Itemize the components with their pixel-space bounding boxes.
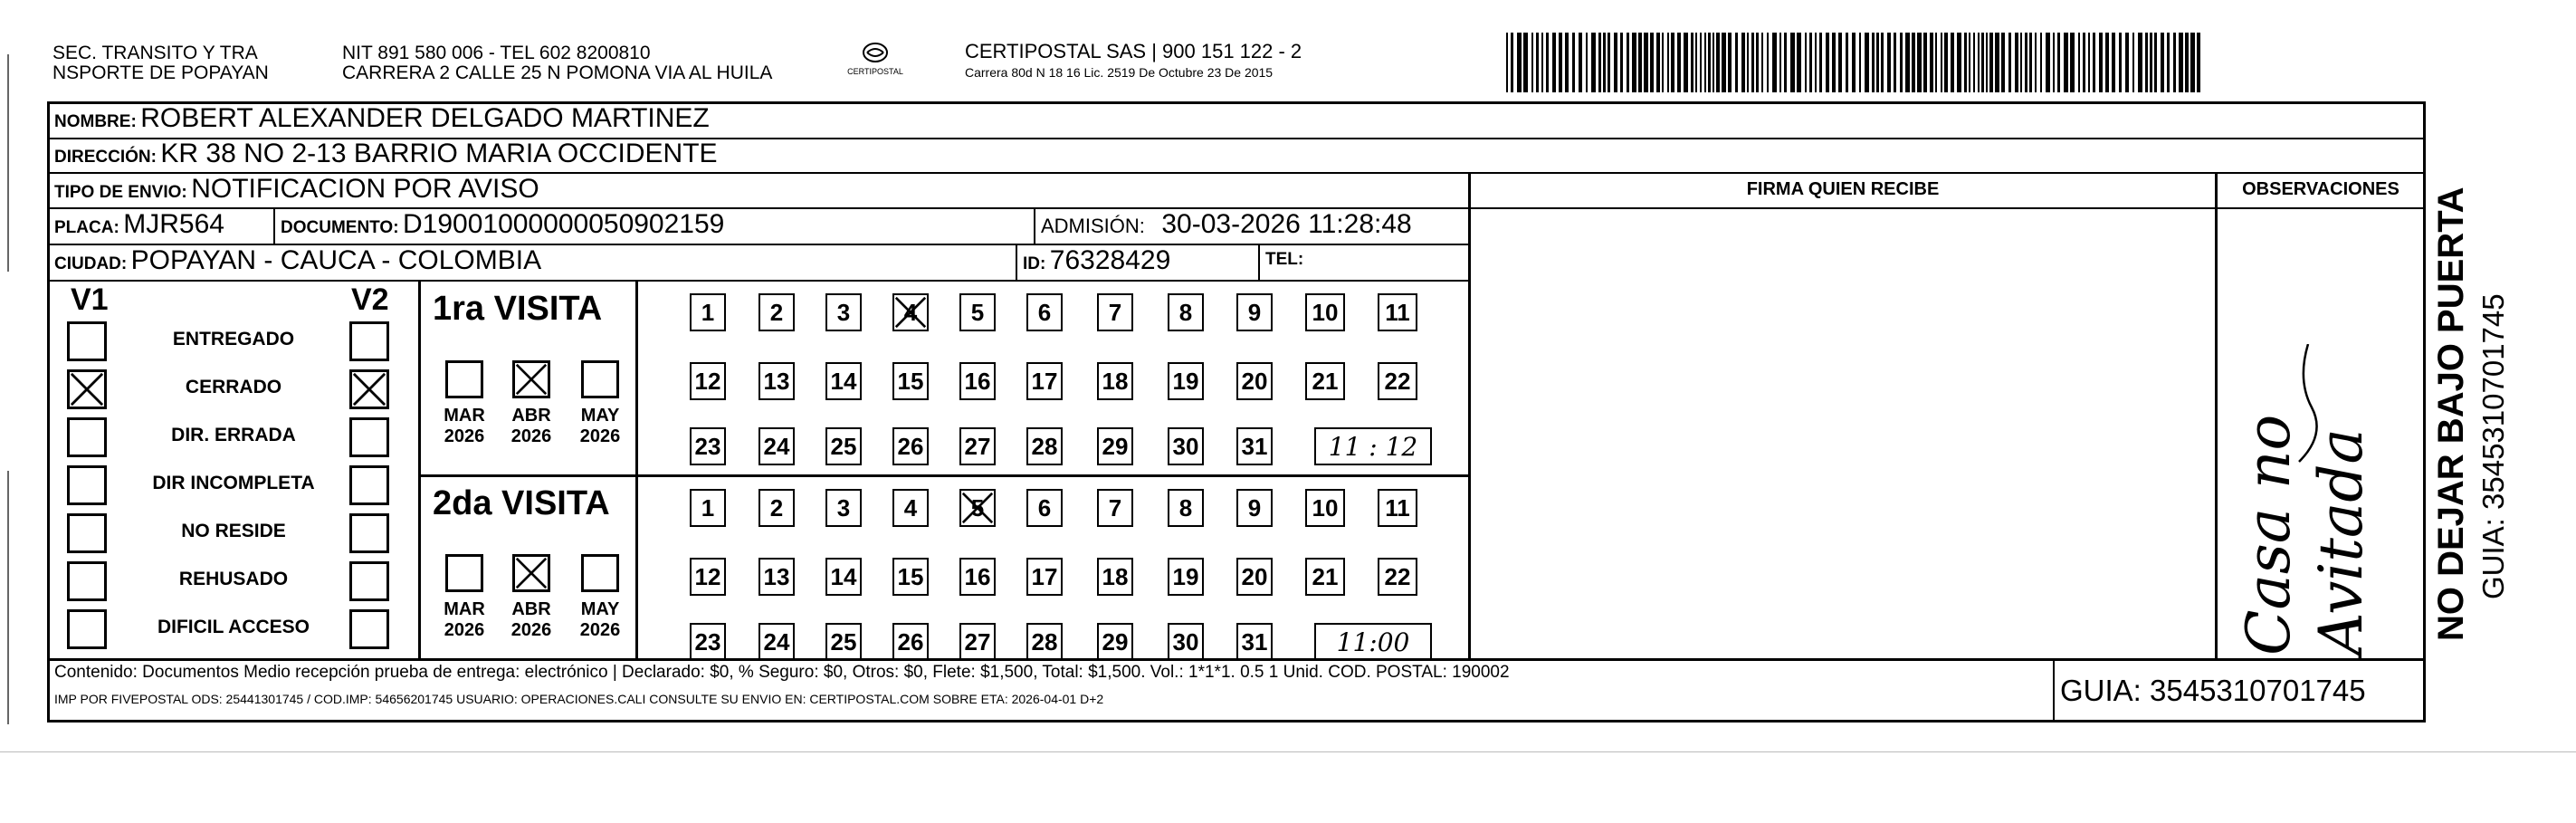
observacion-handwritten-2: Avitada <box>2306 428 2376 656</box>
day-box[interactable]: 17 <box>1026 558 1063 596</box>
month-checkbox[interactable] <box>445 554 483 592</box>
day-box[interactable]: 29 <box>1097 427 1133 465</box>
day-box[interactable]: 24 <box>758 427 795 465</box>
day-box[interactable]: 7 <box>1097 293 1133 331</box>
observacion-handwritten-1: Casa no <box>2234 414 2304 656</box>
day-box[interactable]: 6 <box>1026 489 1063 527</box>
v1-checkbox[interactable] <box>67 513 107 553</box>
sender-name <box>52 43 269 83</box>
day-box[interactable]: 4 <box>892 293 929 331</box>
ciudad-value: POPAYAN - CAUCA - COLOMBIA <box>130 245 542 275</box>
day-box[interactable]: 26 <box>892 623 929 661</box>
month-checkbox[interactable] <box>445 360 483 398</box>
day-box[interactable]: 31 <box>1236 623 1273 661</box>
status-label: ENTREGADO <box>172 329 295 349</box>
month-label: MAR 2026 <box>444 599 485 640</box>
day-box[interactable]: 16 <box>959 558 996 596</box>
day-box[interactable]: 5 <box>959 293 996 331</box>
day-box[interactable]: 1 <box>690 293 726 331</box>
v1-checkbox[interactable] <box>67 417 107 457</box>
certipostal-logo <box>840 40 911 85</box>
sender-line-2: NSPORTE DE POPAYAN <box>52 62 269 83</box>
status-label: NO RESIDE <box>181 521 286 541</box>
day-box[interactable]: 18 <box>1097 362 1133 400</box>
placa-cell <box>54 209 224 240</box>
documento-cell <box>281 209 724 240</box>
day-box[interactable]: 8 <box>1168 489 1204 527</box>
tipo-value: NOTIFICACION POR AVISO <box>191 174 539 204</box>
day-box[interactable]: 13 <box>758 558 795 596</box>
day-box[interactable]: 4 <box>892 489 929 527</box>
day-box[interactable]: 12 <box>690 558 726 596</box>
ciudad-label: CIUDAD: <box>54 254 128 273</box>
v1-checkbox[interactable] <box>67 609 107 649</box>
second-visit-title: 2da VISITA <box>433 484 610 522</box>
v2-checkbox[interactable] <box>349 321 389 361</box>
status-label: DIR INCOMPLETA <box>152 473 315 493</box>
month-label: ABR 2026 <box>510 599 552 640</box>
sender-contact <box>342 43 772 83</box>
day-box[interactable]: 2 <box>758 293 795 331</box>
v2-header: V2 <box>351 282 389 317</box>
nit-line: NIT 891 580 006 - TEL 602 8200810 <box>342 43 651 63</box>
v2-checkbox[interactable] <box>349 465 389 505</box>
id-label: ID: <box>1023 254 1046 273</box>
day-box[interactable]: 29 <box>1097 623 1133 661</box>
side-guia: GUIA: 3545310701745 <box>2476 293 2510 599</box>
day-box[interactable]: 10 <box>1305 293 1345 331</box>
admision-value: 30-03-2026 11:28:48 <box>1161 209 1412 239</box>
v1-checkbox[interactable] <box>67 561 107 601</box>
day-box[interactable]: 28 <box>1026 427 1063 465</box>
day-box[interactable]: 25 <box>825 427 862 465</box>
footer-print-line: IMP POR FIVEPOSTAL ODS: 25441301745 / COD.IMP: 54656201745 USUARIO: OPERACIONES.CALI CONSULTE SU ENVIO EN: CERTIPOSTAL.COM SOBRE ETA: 2026-04-01 D+2 <box>54 692 1104 706</box>
placa-label: PLACA: <box>54 218 119 237</box>
day-box[interactable]: 23 <box>690 623 726 661</box>
documento-value: D19001000000050902159 <box>403 209 725 239</box>
day-box[interactable]: 30 <box>1168 623 1204 661</box>
v1-checkbox[interactable] <box>67 465 107 505</box>
day-box[interactable]: 19 <box>1168 362 1204 400</box>
day-box[interactable]: 17 <box>1026 362 1063 400</box>
tipo-row <box>54 174 539 205</box>
month-checkbox[interactable] <box>512 360 550 398</box>
month-checkbox[interactable] <box>581 360 619 398</box>
day-box[interactable]: 24 <box>758 623 795 661</box>
day-box[interactable]: 6 <box>1026 293 1063 331</box>
day-box[interactable]: 9 <box>1236 489 1273 527</box>
day-box[interactable]: 27 <box>959 427 996 465</box>
admision-cell <box>1041 209 1412 240</box>
day-box[interactable]: 3 <box>825 293 862 331</box>
barcode <box>1506 33 2212 92</box>
time-box[interactable]: 11 : 12 <box>1314 427 1432 465</box>
status-label: CERRADO <box>185 377 282 397</box>
time-box[interactable]: 11:00 <box>1314 623 1432 661</box>
day-box[interactable]: 1 <box>690 489 726 527</box>
first-visit-title: 1ra VISITA <box>433 290 603 328</box>
tel-cell <box>1265 250 1303 270</box>
status-label: DIR. ERRADA <box>171 425 296 445</box>
v2-checkbox[interactable] <box>349 369 389 409</box>
day-box[interactable]: 30 <box>1168 427 1204 465</box>
month-label: MAR 2026 <box>444 406 485 446</box>
day-box[interactable]: 14 <box>825 362 862 400</box>
day-box[interactable]: 21 <box>1305 362 1345 400</box>
month-label: MAY 2026 <box>579 599 621 640</box>
day-box[interactable]: 3 <box>825 489 862 527</box>
logo-text: CERTIPOSTAL <box>847 67 903 76</box>
footer-content-line: Contenido: Documentos Medio recepción prueba de entrega: electrónico | Declarado: $0, % Seguro: $0, Otros: $0, Flete: $1,500, Total: $1,500. Vol.: 1*1*1. 0.5 1 Unid. COD. POSTAL: 190002 <box>54 663 1510 682</box>
day-box[interactable]: 12 <box>690 362 726 400</box>
v2-checkbox[interactable] <box>349 417 389 457</box>
day-box[interactable]: 11 <box>1378 293 1417 331</box>
day-box[interactable]: 15 <box>892 362 929 400</box>
day-box[interactable]: 2 <box>758 489 795 527</box>
no-dejar-bajo-puerta: NO DEJAR BAJO PUERTA <box>2431 187 2471 641</box>
day-box[interactable]: 21 <box>1305 558 1345 596</box>
signature-stroke <box>2281 344 2335 471</box>
ciudad-cell <box>54 245 541 276</box>
company-sub: Carrera 80d N 18 16 Lic. 2519 De Octubre 23 De 2015 <box>965 65 1274 80</box>
day-box[interactable]: 18 <box>1097 558 1133 596</box>
sender-line-1: SEC. TRANSITO Y TRA <box>52 43 258 63</box>
direccion-row <box>54 139 718 169</box>
day-box[interactable]: 27 <box>959 623 996 661</box>
id-value: 76328429 <box>1049 245 1171 275</box>
day-box[interactable]: 5 <box>959 489 996 527</box>
day-box[interactable]: 28 <box>1026 623 1063 661</box>
day-box[interactable]: 22 <box>1378 558 1417 596</box>
direccion-label: DIRECCIÓN: <box>54 148 157 167</box>
v2-checkbox[interactable] <box>349 513 389 553</box>
month-label: MAY 2026 <box>579 406 621 446</box>
day-box[interactable]: 9 <box>1236 293 1273 331</box>
v1-header: V1 <box>71 282 109 317</box>
firma-label: FIRMA QUIEN RECIBE <box>1746 179 1940 199</box>
day-box[interactable]: 20 <box>1236 558 1273 596</box>
v2-checkbox[interactable] <box>349 561 389 601</box>
day-box[interactable]: 14 <box>825 558 862 596</box>
day-box[interactable]: 23 <box>690 427 726 465</box>
day-box[interactable]: 22 <box>1378 362 1417 400</box>
day-box[interactable]: 7 <box>1097 489 1133 527</box>
day-box[interactable]: 26 <box>892 427 929 465</box>
day-box[interactable]: 8 <box>1168 293 1204 331</box>
footer-guia: GUIA: 3545310701745 <box>2060 674 2366 707</box>
admision-label: ADMISIÓN: <box>1041 215 1145 237</box>
day-box[interactable]: 16 <box>959 362 996 400</box>
status-label: REHUSADO <box>178 569 289 589</box>
day-box[interactable]: 31 <box>1236 427 1273 465</box>
day-box[interactable]: 20 <box>1236 362 1273 400</box>
nombre-row <box>54 103 710 134</box>
tipo-label: TIPO DE ENVIO: <box>54 183 187 202</box>
v1-checkbox[interactable] <box>67 321 107 361</box>
month-checkbox[interactable] <box>581 554 619 592</box>
month-label: ABR 2026 <box>510 406 552 446</box>
day-box[interactable]: 15 <box>892 558 929 596</box>
company-info <box>965 42 1302 80</box>
day-box[interactable]: 19 <box>1168 558 1204 596</box>
direccion-value: KR 38 NO 2-13 BARRIO MARIA OCCIDENTE <box>160 139 718 168</box>
day-box[interactable]: 13 <box>758 362 795 400</box>
day-box[interactable]: 10 <box>1305 489 1345 527</box>
status-label: DIFICIL ACCESO <box>157 617 310 637</box>
day-box[interactable]: 25 <box>825 623 862 661</box>
placa-value: MJR564 <box>123 209 224 239</box>
company-line: CERTIPOSTAL SAS | 900 151 122 - 2 <box>965 40 1302 62</box>
v2-checkbox[interactable] <box>349 609 389 649</box>
nombre-label: NOMBRE: <box>54 112 137 131</box>
id-cell <box>1023 245 1170 276</box>
day-box[interactable]: 11 <box>1378 489 1417 527</box>
observaciones-label: OBSERVACIONES <box>2242 179 2399 199</box>
month-checkbox[interactable] <box>512 554 550 592</box>
tel-label: TEL: <box>1265 250 1304 269</box>
v1-checkbox[interactable] <box>67 369 107 409</box>
address-line: CARRERA 2 CALLE 25 N POMONA VIA AL HUILA <box>342 62 773 83</box>
nombre-value: ROBERT ALEXANDER DELGADO MARTINEZ <box>140 103 710 133</box>
documento-label: DOCUMENTO: <box>281 218 399 237</box>
